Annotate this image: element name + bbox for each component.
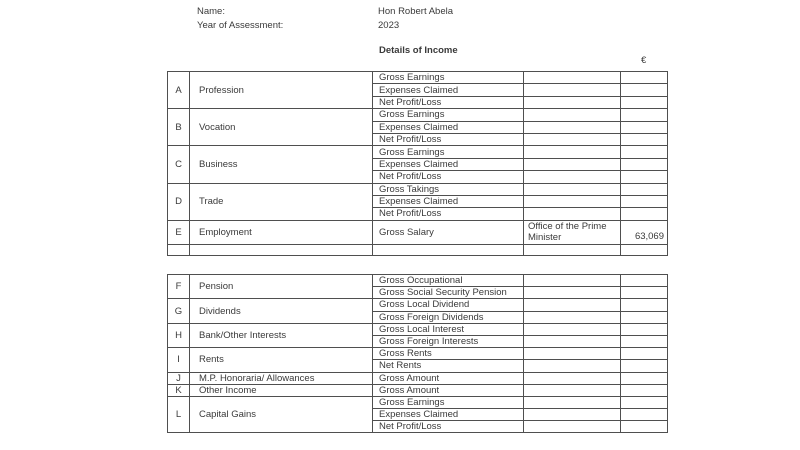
income-amount	[621, 421, 668, 433]
income-amount	[621, 311, 668, 323]
income-item: Net Rents	[373, 360, 524, 372]
section-letter: K	[168, 384, 190, 396]
income-amount	[621, 244, 668, 255]
section-category: Vocation	[190, 109, 373, 146]
income-item: Gross Earnings	[373, 72, 524, 84]
income-item: Gross Earnings	[373, 109, 524, 121]
section-category: M.P. Honoraria/ Allowances	[190, 372, 373, 384]
name-label: Name:	[197, 6, 225, 17]
income-row	[168, 323, 668, 335]
income-amount	[621, 348, 668, 360]
income-amount	[621, 171, 668, 183]
section-letter: D	[168, 183, 190, 220]
section-category: Profession	[190, 72, 373, 109]
income-description	[524, 335, 621, 347]
income-description: Office of the Prime Minister	[524, 220, 621, 244]
income-description	[524, 72, 621, 84]
income-item: Gross Occupational	[373, 275, 524, 287]
income-item: Gross Local Dividend	[373, 299, 524, 311]
income-item: Net Profit/Loss	[373, 421, 524, 433]
income-description	[524, 158, 621, 170]
income-amount	[621, 287, 668, 299]
income-description	[524, 84, 621, 96]
income-item: Net Profit/Loss	[373, 133, 524, 145]
income-description	[524, 121, 621, 133]
income-item: Expenses Claimed	[373, 84, 524, 96]
income-description	[524, 244, 621, 255]
income-description	[524, 409, 621, 421]
income-amount	[621, 133, 668, 145]
income-item: Gross Amount	[373, 372, 524, 384]
section-letter: B	[168, 109, 190, 146]
income-table-lower	[167, 274, 668, 433]
income-amount	[621, 275, 668, 287]
income-amount	[621, 208, 668, 220]
income-item	[373, 244, 524, 255]
income-amount	[621, 335, 668, 347]
section-letter: L	[168, 396, 190, 433]
income-item: Net Profit/Loss	[373, 96, 524, 108]
income-amount	[621, 299, 668, 311]
income-amount	[621, 360, 668, 372]
income-description	[524, 146, 621, 158]
income-amount	[621, 409, 668, 421]
income-amount	[621, 384, 668, 396]
section-category: Other Income	[190, 384, 373, 396]
section-letter: C	[168, 146, 190, 183]
income-item: Expenses Claimed	[373, 195, 524, 207]
income-description	[524, 287, 621, 299]
section-category: Trade	[190, 183, 373, 220]
section-letter: E	[168, 220, 190, 244]
income-description	[524, 299, 621, 311]
year-of-assessment-label: Year of Assessment:	[197, 20, 284, 31]
document-title: Details of Income	[379, 45, 458, 56]
income-amount	[621, 323, 668, 335]
income-description	[524, 372, 621, 384]
income-amount	[621, 84, 668, 96]
income-description	[524, 384, 621, 396]
income-row	[168, 183, 668, 195]
section-category: Business	[190, 146, 373, 183]
income-item: Gross Local Interest	[373, 323, 524, 335]
income-description	[524, 348, 621, 360]
currency-symbol: €	[641, 55, 647, 66]
section-category: Capital Gains	[190, 396, 373, 433]
section-letter: G	[168, 299, 190, 323]
section-letter: F	[168, 275, 190, 299]
section-letter: A	[168, 72, 190, 109]
income-description	[524, 96, 621, 108]
income-amount	[621, 96, 668, 108]
income-description	[524, 421, 621, 433]
income-amount	[621, 372, 668, 384]
income-item: Gross Earnings	[373, 396, 524, 408]
income-row	[168, 348, 668, 360]
name-value: Hon Robert Abela	[378, 6, 453, 17]
income-amount	[621, 121, 668, 133]
income-description	[524, 275, 621, 287]
income-item: Net Profit/Loss	[373, 208, 524, 220]
income-row	[168, 372, 668, 384]
income-table-lower-body	[168, 275, 668, 433]
income-item: Expenses Claimed	[373, 158, 524, 170]
income-description	[524, 323, 621, 335]
income-description	[524, 183, 621, 195]
income-amount	[621, 183, 668, 195]
income-row	[168, 396, 668, 408]
income-amount	[621, 158, 668, 170]
income-table-upper	[167, 71, 668, 256]
section-category: Pension	[190, 275, 373, 299]
income-item: Gross Amount	[373, 384, 524, 396]
income-item: Gross Rents	[373, 348, 524, 360]
section-letter: J	[168, 372, 190, 384]
income-description	[524, 360, 621, 372]
income-description	[524, 208, 621, 220]
income-description	[524, 109, 621, 121]
income-row	[168, 275, 668, 287]
income-item: Gross Social Security Pension	[373, 287, 524, 299]
income-description	[524, 311, 621, 323]
income-row	[168, 220, 668, 244]
income-amount	[621, 72, 668, 84]
year-of-assessment-value: 2023	[378, 20, 400, 31]
income-item: Gross Salary	[373, 220, 524, 244]
income-item: Expenses Claimed	[373, 121, 524, 133]
income-amount	[621, 146, 668, 158]
section-category: Bank/Other Interests	[190, 323, 373, 347]
income-item: Expenses Claimed	[373, 409, 524, 421]
income-row	[168, 72, 668, 84]
income-item: Gross Takings	[373, 183, 524, 195]
income-row	[168, 299, 668, 311]
income-amount: 63,069	[621, 220, 668, 244]
income-description	[524, 133, 621, 145]
section-category: Rents	[190, 348, 373, 372]
income-row	[168, 146, 668, 158]
income-item: Gross Foreign Interests	[373, 335, 524, 347]
section-category: Dividends	[190, 299, 373, 323]
income-item: Gross Earnings	[373, 146, 524, 158]
income-description	[524, 171, 621, 183]
income-item: Net Profit/Loss	[373, 171, 524, 183]
section-letter	[168, 244, 190, 255]
section-category	[190, 244, 373, 255]
income-table-upper-body	[168, 72, 668, 256]
section-category: Employment	[190, 220, 373, 244]
income-row	[168, 384, 668, 396]
income-description	[524, 396, 621, 408]
income-amount	[621, 195, 668, 207]
section-letter: I	[168, 348, 190, 372]
income-item: Gross Foreign Dividends	[373, 311, 524, 323]
income-amount	[621, 109, 668, 121]
spacer-row	[168, 244, 668, 255]
section-letter: H	[168, 323, 190, 347]
income-row	[168, 109, 668, 121]
income-description	[524, 195, 621, 207]
income-amount	[621, 396, 668, 408]
